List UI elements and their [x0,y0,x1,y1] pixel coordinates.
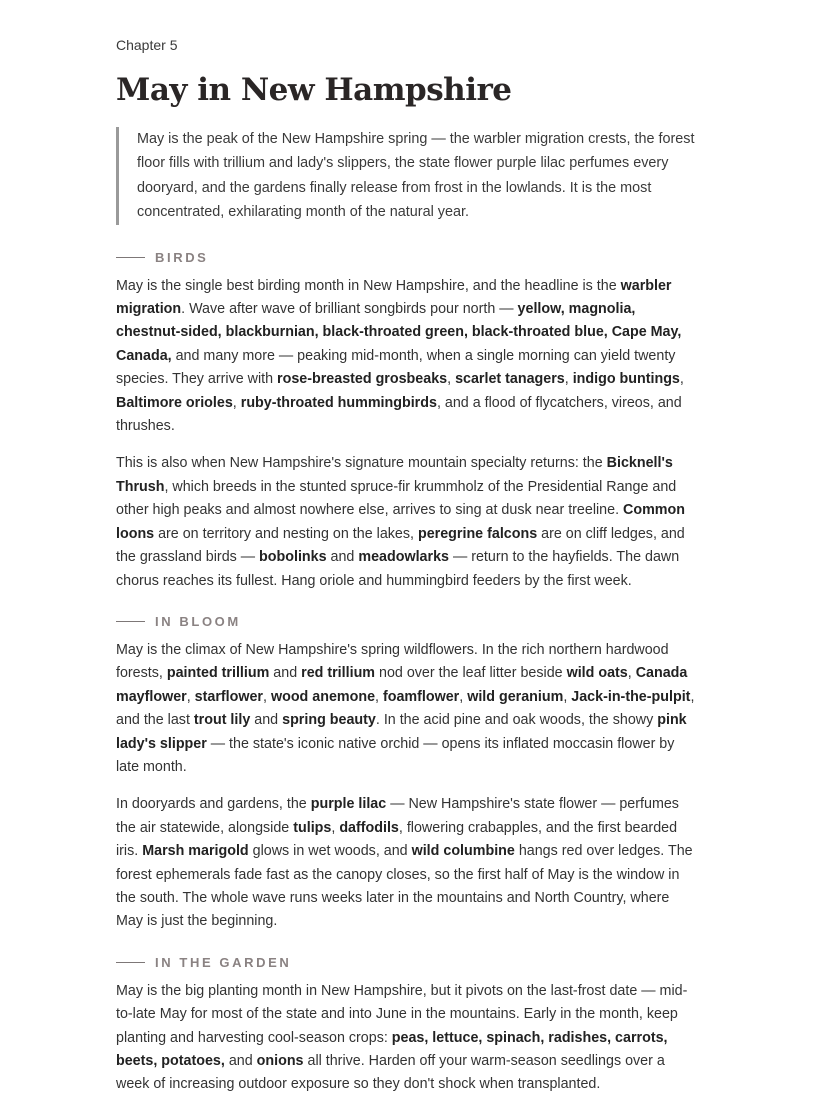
text-run: and many more — peaking mid-month, when a single morning can yield twenty species. They arrive with [116,347,676,388]
bold-term: wood anemone [270,688,376,705]
bold-term: scarlet tanagers [455,371,565,388]
chapter-title: May in New Hampshire [116,72,512,108]
sections-container [116,249,700,1097]
bold-term: wild columbine [411,843,515,860]
text-run: , [375,688,383,705]
text-run: and [326,549,359,566]
bold-term: Canada mayflower [116,665,688,705]
section-in-the-garden [116,954,700,1097]
bold-term: starflower [194,688,264,705]
bold-term: peregrine falcons [417,525,538,542]
text-run: This is also when New Hampshire's signature mountain specialty returns: the [116,455,607,472]
text-run: are on cliff ledges, and the grassland birds — [116,525,685,566]
bold-term: wild oats [566,665,628,682]
text-run: , [263,688,271,705]
text-run: all thrive. Harden off your warm-season seedlings over a week of increasing outdoor exposure so they don't shock when transplanted. [116,1053,665,1093]
text-run: and [269,665,302,682]
bold-term: Common loons [116,502,685,542]
text-run: are on territory and nesting on the lakes, [154,525,418,542]
bold-term: Jack-in-the-pulpit [571,688,691,705]
bold-term: onions [256,1053,304,1069]
section-in-bloom [116,613,700,934]
body-paragraph [116,793,700,933]
section-heading [116,249,700,267]
body-paragraph [116,639,700,779]
text-run: — the state's iconic native orchid — opens its inflated moccasin flower by late month. [116,735,675,775]
bold-term: tulips [293,819,332,836]
text-run: nod over the leaf litter beside [375,665,567,682]
section-heading-label: BIRDS [155,250,209,266]
chapter-label: Chapter 5 [116,37,178,53]
bold-term: indigo buntings [572,371,680,388]
text-run: — New Hampshire's state flower — perfumes the air statewide, alongside [116,796,679,836]
text-run: , [564,371,573,388]
text-run: May is the big planting month in New Hampshire, but it pivots on the last-frost date — mid-to-late May for most of the state and into June in the mountains. Early in the month, keep planting and harvesting cool-season crops: [116,982,688,1046]
text-run: , [186,688,195,705]
text-run: May is the climax of New Hampshire's spring wildflowers. In the rich northern hardwood forests, [116,641,669,682]
text-run: , [331,819,340,836]
text-run: and [250,712,283,729]
bold-term: spring beauty [282,712,376,729]
text-run: — return to the hayfields. The dawn chorus reaches its fullest. Hang oriole and hummingbird feeders by the first week. [116,549,680,589]
text-run: , [627,665,636,682]
text-run: , [447,371,456,388]
text-run: , [563,688,572,705]
bold-term: painted trillium [166,665,270,682]
bold-term: bobolinks [259,549,327,566]
bold-term: meadowlarks [358,549,449,566]
text-run: . Wave after wave of brilliant songbirds pour north — [181,301,518,318]
intro-blockquote: May is the peak of the New Hampshire spring — the warbler migration crests, the forest floor fills with trillium and lady's slippers, the state flower purple lilac perfumes every dooryard, and the gardens finally release from frost in the lowlands. It is the most concentrated, exhilarating month of the natural year. [116,127,700,225]
bold-term: pink lady's slipper [116,712,687,752]
text-run: , flowering crabapples, and the first bearded iris. [116,819,678,860]
bold-term: purple lilac [310,796,387,813]
bold-term: rose-breasted grosbeaks [277,371,448,388]
text-run: , [679,371,684,388]
bold-term: Baltimore orioles [116,394,233,411]
heading-rule [116,257,145,258]
bold-term: daffodils [339,819,399,836]
bold-term: ruby-throated hummingbirds [240,394,437,411]
section-birds [116,249,700,593]
section-heading-label: IN BLOOM [155,614,241,630]
text-run: May is the single best birding month in New Hampshire, and the headline is the [116,277,621,294]
section-heading [116,613,700,631]
bold-term: yellow, magnolia, chestnut-sided, blackburnian, black-throated green, black-throated blue, Cape May, Canada, [116,301,682,364]
text-run: , which breeds in the stunted spruce-fir krummholz of the Presidential Range and other high peaks and almost nowhere else, arrives to sing at dusk near treeline. [116,478,677,519]
section-heading-label: IN THE GARDEN [155,955,292,971]
text-run: , and the last [116,688,695,729]
text-run: and [224,1053,257,1069]
body-paragraph [116,452,700,592]
body-paragraph [116,275,700,439]
text-run: glows in wet woods, and [248,843,412,860]
bold-term: warbler migration [116,277,672,318]
heading-rule [116,962,145,963]
text-run: hangs red over ledges. The forest ephemerals fade fast as the canopy closes, so the first half of May is the window in the south. The whole wave runs weeks later in the mountains and North Country, where May is just the beginning. [116,843,693,930]
bold-term: Marsh marigold [142,843,249,860]
heading-rule [116,621,145,622]
bold-term: trout lily [193,712,251,729]
text-run: . In the acid pine and oak woods, the showy [375,712,658,729]
bold-term: peas, lettuce, spinach, radishes, carrots, beets, potatoes, [116,1029,668,1069]
text-run: , [232,394,241,411]
section-heading [116,954,700,972]
body-paragraph [116,980,700,1097]
text-run: , and a flood of flycatchers, vireos, and thrushes. [116,394,682,435]
text-run: In dooryards and gardens, the [116,796,311,813]
bold-term: foamflower [382,688,460,705]
bold-term: red trillium [301,665,376,682]
bold-term: wild geranium [467,688,564,705]
bold-term: Bicknell's Thrush [116,455,673,495]
text-run: , [459,688,468,705]
